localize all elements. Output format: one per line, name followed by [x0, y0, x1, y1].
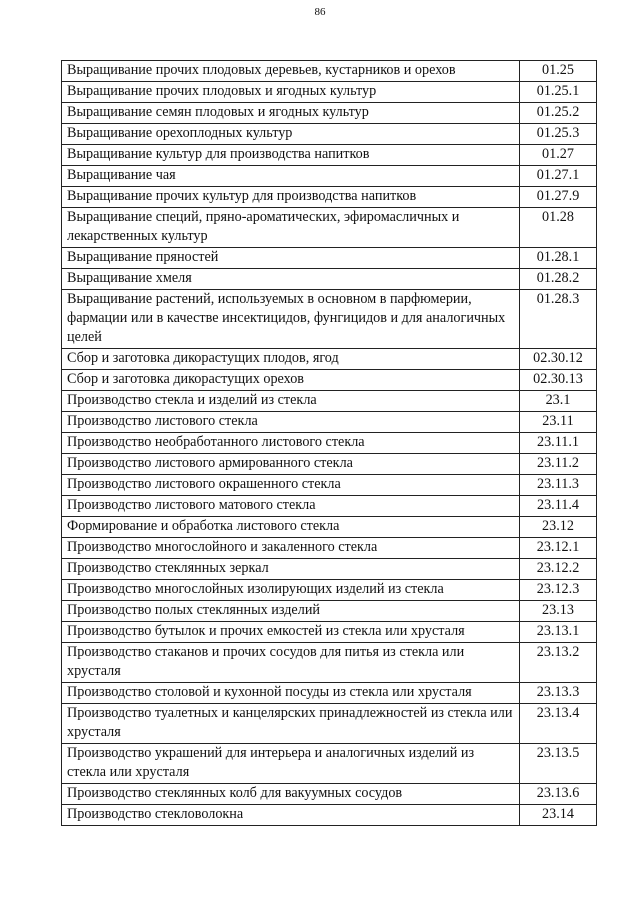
activity-code-cell: 23.11.1	[520, 433, 597, 454]
activity-name-cell: Производство полых стеклянных изделий	[62, 601, 520, 622]
table-row	[62, 744, 597, 784]
table-row	[62, 61, 597, 82]
table-row	[62, 704, 597, 744]
table-row	[62, 475, 597, 496]
activity-name-cell: Производство листового окрашенного стекла	[62, 475, 520, 496]
activity-code-cell: 01.28	[520, 208, 597, 248]
activity-name-cell: Производство стеклянных зеркал	[62, 559, 520, 580]
activity-code-cell: 23.13.3	[520, 683, 597, 704]
activity-name-cell: Выращивание прочих плодовых деревьев, кустарников и орехов	[62, 61, 520, 82]
activity-name-cell: Производство стекла и изделий из стекла	[62, 391, 520, 412]
table-row	[62, 269, 597, 290]
activity-code-cell: 23.12.2	[520, 559, 597, 580]
activity-code-cell: 23.13.2	[520, 643, 597, 683]
page-number: 86	[314, 6, 326, 18]
activity-code-cell: 23.13.1	[520, 622, 597, 643]
activity-codes-table	[61, 60, 597, 826]
activity-name-cell: Производство бутылок и прочих емкостей из стекла или хрусталя	[62, 622, 520, 643]
activity-name-cell: Производство стаканов и прочих сосудов для питья из стекла или хрусталя	[62, 643, 520, 683]
activity-code-cell: 01.27.9	[520, 187, 597, 208]
table-row	[62, 433, 597, 454]
activity-code-cell: 01.25.2	[520, 103, 597, 124]
activity-code-cell: 23.11.3	[520, 475, 597, 496]
activity-code-cell: 02.30.12	[520, 349, 597, 370]
activity-name-cell: Выращивание хмеля	[62, 269, 520, 290]
activity-code-cell: 23.12.3	[520, 580, 597, 601]
activity-code-cell: 01.25.1	[520, 82, 597, 103]
activity-name-cell: Выращивание специй, пряно-ароматических, эфиромасличных и лекарственных культур	[62, 208, 520, 248]
table-row	[62, 124, 597, 145]
table-row	[62, 580, 597, 601]
table-row	[62, 559, 597, 580]
activity-code-cell: 23.13.6	[520, 784, 597, 805]
table-row	[62, 805, 597, 826]
table-row	[62, 601, 597, 622]
table-row	[62, 103, 597, 124]
activity-name-cell: Производство многослойных изолирующих изделий из стекла	[62, 580, 520, 601]
table-row	[62, 166, 597, 187]
activity-code-cell: 23.11.4	[520, 496, 597, 517]
table-row	[62, 784, 597, 805]
activity-name-cell: Выращивание прочих культур для производства напитков	[62, 187, 520, 208]
activity-code-cell: 01.25.3	[520, 124, 597, 145]
table-row	[62, 517, 597, 538]
activity-name-cell: Производство многослойного и закаленного стекла	[62, 538, 520, 559]
table-row	[62, 370, 597, 391]
activity-name-cell: Производство листового армированного стекла	[62, 454, 520, 475]
activity-code-cell: 23.11.2	[520, 454, 597, 475]
activity-code-cell: 01.28.3	[520, 290, 597, 349]
table-row	[62, 412, 597, 433]
activity-code-cell: 23.12.1	[520, 538, 597, 559]
activity-code-cell: 01.28.2	[520, 269, 597, 290]
activity-name-cell: Формирование и обработка листового стекла	[62, 517, 520, 538]
activity-code-cell: 02.30.13	[520, 370, 597, 391]
activity-name-cell: Выращивание семян плодовых и ягодных культур	[62, 103, 520, 124]
activity-name-cell: Производство листового матового стекла	[62, 496, 520, 517]
activity-name-cell: Производство необработанного листового стекла	[62, 433, 520, 454]
activity-code-cell: 23.14	[520, 805, 597, 826]
activity-name-cell: Выращивание растений, используемых в основном в парфюмерии, фармации или в качестве инсектицидов, фунгицидов и для аналогичных целей	[62, 290, 520, 349]
activity-name-cell: Производство листового стекла	[62, 412, 520, 433]
activity-code-cell: 23.13.5	[520, 744, 597, 784]
table-row	[62, 82, 597, 103]
activity-code-cell: 01.27	[520, 145, 597, 166]
activity-name-cell: Выращивание орехоплодных культур	[62, 124, 520, 145]
activity-name-cell: Сбор и заготовка дикорастущих орехов	[62, 370, 520, 391]
activity-code-cell: 23.13	[520, 601, 597, 622]
activity-code-cell: 01.25	[520, 61, 597, 82]
activity-name-cell: Производство столовой и кухонной посуды из стекла или хрусталя	[62, 683, 520, 704]
activity-code-cell: 23.13.4	[520, 704, 597, 744]
table-row	[62, 622, 597, 643]
table-row	[62, 683, 597, 704]
activity-name-cell: Выращивание пряностей	[62, 248, 520, 269]
activity-code-cell: 01.27.1	[520, 166, 597, 187]
activity-code-cell: 23.11	[520, 412, 597, 433]
table-row	[62, 496, 597, 517]
activity-name-cell: Производство туалетных и канцелярских принадлежностей из стекла или хрусталя	[62, 704, 520, 744]
table-row	[62, 454, 597, 475]
activity-name-cell: Выращивание прочих плодовых и ягодных культур	[62, 82, 520, 103]
table-row	[62, 208, 597, 248]
table-row	[62, 187, 597, 208]
activity-name-cell: Сбор и заготовка дикорастущих плодов, ягод	[62, 349, 520, 370]
activity-code-cell: 23.1	[520, 391, 597, 412]
activity-name-cell: Выращивание чая	[62, 166, 520, 187]
table-row	[62, 391, 597, 412]
table-row	[62, 145, 597, 166]
table-row	[62, 248, 597, 269]
activity-code-cell: 23.12	[520, 517, 597, 538]
activity-code-cell: 01.28.1	[520, 248, 597, 269]
activity-name-cell: Производство стеклянных колб для вакуумных сосудов	[62, 784, 520, 805]
activity-name-cell: Производство стекловолокна	[62, 805, 520, 826]
table-row	[62, 290, 597, 349]
table-row	[62, 643, 597, 683]
table-row	[62, 349, 597, 370]
activity-name-cell: Выращивание культур для производства напитков	[62, 145, 520, 166]
activity-name-cell: Производство украшений для интерьера и аналогичных изделий из стекла или хрусталя	[62, 744, 520, 784]
table-row	[62, 538, 597, 559]
